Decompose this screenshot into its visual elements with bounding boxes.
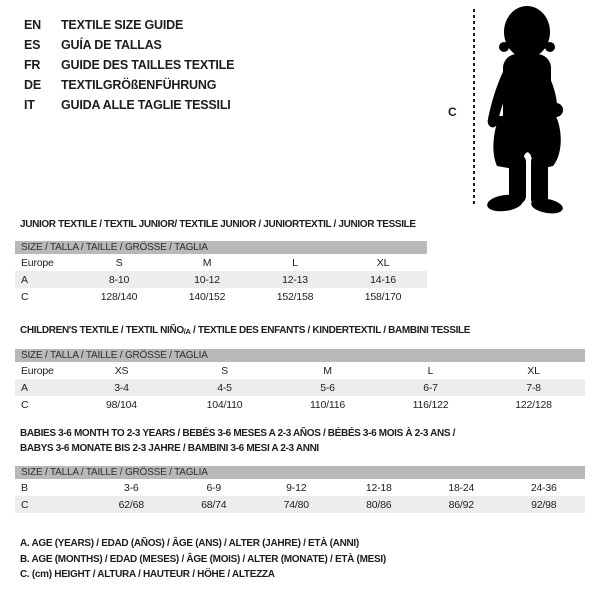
size-cell: 3-4 [114,381,129,394]
babies-table-title-line2: BABYS 3-6 MONATE BIS 2-3 JAHRE / BAMBINI 3-6 MESI A 2-3 ANNI [20,443,319,454]
size-cell: 12-13 [282,273,308,286]
lang-row-it [24,95,234,115]
babies-table-title: BABIES 3-6 MONTH TO 2-3 YEARS / BEBÉS 3-6 MESES A 2-3 AÑOS / BÉBÉS 3-6 MOIS À 2-3 ANS / BABYS 3-6 MONATE BIS 2-3 JAHRE / BAMBINI 3-6 MESI A 2-3 ANNI [20,428,456,454]
lang-code: DE [24,78,41,92]
size-cell: S [115,256,123,269]
legend-line-a: A. AGE (YEARS) / EDAD (AÑOS) / ÂGE (ANS) / ALTER (JAHRE) / ETÀ (ANNI) [20,538,359,549]
lang-code: ES [24,38,41,52]
lang-row-de [24,75,234,95]
table-row-height [15,396,585,413]
table-row-height [15,496,585,513]
row-label: C [21,290,29,303]
children-table-title: CHILDREN'S TEXTILE / TEXTIL NIÑO/A / TEXTILE DES ENFANTS / KINDERTEXTIL / BAMBINI TESSILE [20,325,471,336]
lang-label: TEXTILE SIZE GUIDE [61,18,184,32]
table-row-height [15,288,427,305]
row-label: Europe [21,256,54,269]
size-cell: XS [114,364,129,377]
size-cell: 6-7 [423,381,438,394]
size-cell: XL [527,364,540,377]
lang-label: TEXTILGRÖßENFÜHRUNG [61,78,217,92]
babies-size-table [15,466,585,513]
size-cell: 12-18 [365,481,392,494]
lang-row-es [24,35,234,55]
children-size-table [15,349,585,413]
row-label: Europe [21,364,54,377]
height-measure-line [473,9,475,207]
table-row-europe [15,254,427,271]
size-cell: L [427,364,434,377]
row-label: C [21,498,29,511]
junior-size-table [15,241,427,305]
legend-line-c: C. (cm) HEIGHT / ALTURA / HAUTEUR / HÖHE / ALTEZZA [20,569,275,580]
size-cell: S [221,364,228,377]
lang-row-en [24,15,234,35]
size-cell: 9-12 [286,481,307,494]
row-label: C [21,398,29,411]
size-cell: 62/68 [118,498,144,511]
size-cell: L [292,256,298,269]
size-cell: 98/104 [106,398,137,411]
lang-code: EN [24,18,41,32]
size-cell: 8-10 [108,273,130,286]
lang-code: IT [24,98,35,112]
size-cell: 7-8 [526,381,541,394]
table-row-age-months [15,479,585,496]
baby-silhouette-icon [483,4,575,214]
legend-line-b: B. AGE (MONTHS) / EDAD (MESES) / ÂGE (MOIS) / ALTER (MONATE) / ETÀ (MESI) [20,553,386,565]
lang-label: GUÍA DE TALLAS [61,38,162,52]
size-header-bar: SIZE / TALLA / TAILLE / GRÖSSE / TAGLIA [15,466,585,479]
size-cell: 80/86 [366,498,392,511]
size-cell: 104/110 [206,398,243,411]
table-row-europe [15,362,585,379]
size-cell: 158/170 [364,290,402,303]
size-cell: M [202,256,212,269]
lang-code: FR [24,58,41,72]
size-cell: 92/98 [531,498,557,511]
junior-table-title: JUNIOR TEXTILE / TEXTIL JUNIOR/ TEXTILE JUNIOR / JUNIORTEXTIL / JUNIOR TESSILE [20,219,416,230]
size-header-bar: SIZE / TALLA / TAILLE / GRÖSSE / TAGLIA [15,241,427,254]
size-cell: 128/140 [100,290,138,303]
size-cell: 122/128 [515,398,552,411]
row-label: B [21,481,28,494]
size-cell: 152/158 [276,290,314,303]
size-cell: 68/74 [201,498,227,511]
lang-label: GUIDE DES TAILLES TEXTILE [61,58,235,72]
measurement-legend [20,536,386,583]
size-cell: 140/152 [188,290,226,303]
size-cell: 24-36 [530,481,557,494]
size-cell: 3-6 [123,481,139,494]
size-cell: 6-9 [206,481,222,494]
lang-label: GUIDA ALLE TAGLIE TESSILI [61,98,231,112]
size-cell: 18-24 [448,481,475,494]
table-row-age [15,271,427,288]
language-list [24,15,234,115]
row-label: A [21,273,28,286]
size-cell: 110/116 [310,398,345,411]
size-cell: 5-6 [320,381,335,394]
size-cell: 116/122 [412,398,449,411]
size-cell: XL [376,256,390,269]
size-cell: 74/80 [283,498,309,511]
size-header-bar: SIZE / TALLA / TAILLE / GRÖSSE / TAGLIA [15,349,585,362]
size-cell: 86/92 [448,498,474,511]
size-cell: 4-5 [217,381,232,394]
height-measure-label: C [448,105,457,119]
table-row-age [15,379,585,396]
lang-row-fr [24,55,234,75]
row-label: A [21,381,28,394]
size-cell: 10-12 [194,273,220,286]
size-cell: 14-16 [370,273,396,286]
size-cell: M [323,364,332,377]
